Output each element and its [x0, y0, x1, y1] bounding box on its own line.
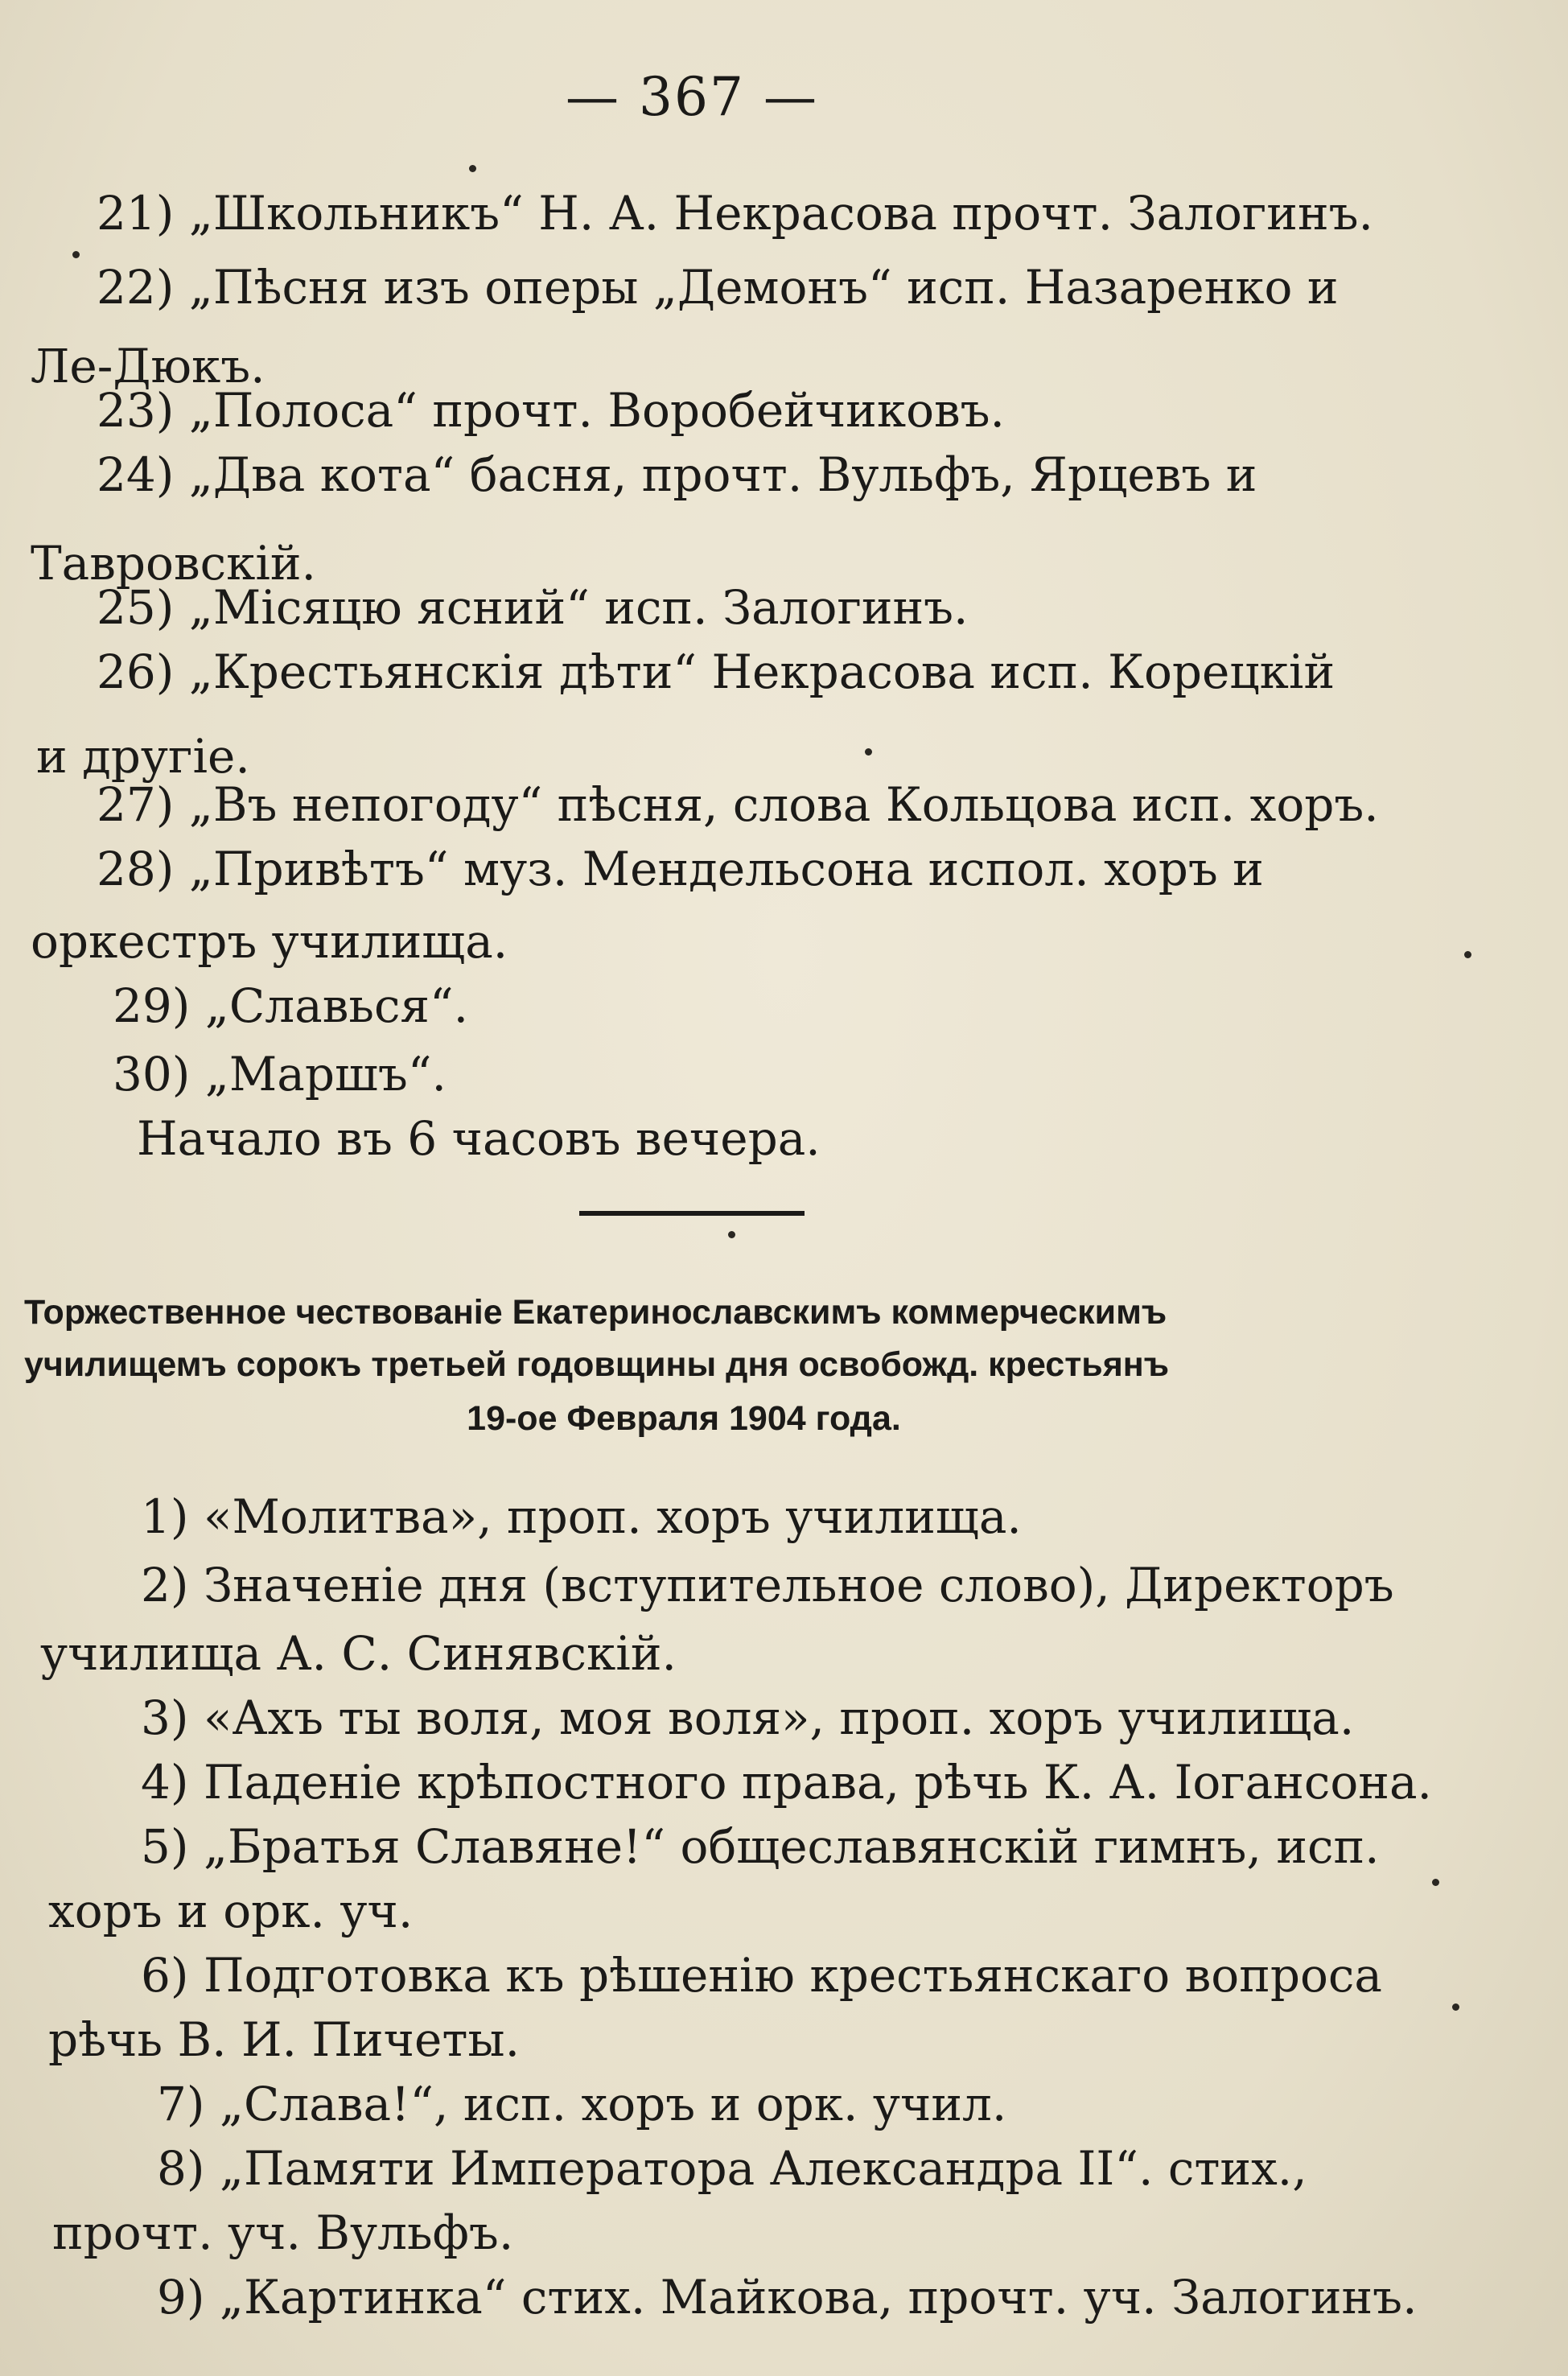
program-line: 30) „Маршъ“. — [113, 1047, 447, 1102]
program-line: 28) „Привѣтъ“ муз. Мендельсона испол. хоръ и — [97, 842, 1264, 896]
program-line-continuation: рѣчь В. И. Пичеты. — [48, 2012, 521, 2067]
program-line: 2) Значеніе дня (вступительное слово), Директоръ — [141, 1558, 1394, 1612]
paper-speck — [1452, 2003, 1459, 2011]
program-footer: Начало въ 6 часовъ вечера. — [137, 1111, 821, 1166]
program-line: 3) «Ахъ ты воля, моя воля», проп. хоръ училища. — [141, 1690, 1355, 1745]
program-line: 9) „Картинка“ стих. Майкова, прочт. уч. Залогинъ. — [157, 2270, 1418, 2325]
paper-speck — [469, 165, 476, 172]
paper-speck — [1464, 951, 1471, 958]
program-line-continuation: и другіе. — [36, 729, 250, 784]
program-line: 22) „Пѣсня изъ оперы „Демонъ“ исп. Назаренко и — [97, 260, 1339, 315]
paper-speck — [72, 251, 80, 258]
program-line-continuation: Ле-Дюкъ. — [31, 339, 265, 393]
section-heading-line: Торжественное чествованіе Екатеринославскимъ коммерческимъ — [24, 1293, 1167, 1332]
page-number: — 367 — — [566, 66, 818, 128]
paper-speck — [865, 748, 872, 756]
program-line: 6) Подготовка къ рѣшенію крестьянскаго вопроса — [141, 1948, 1382, 2003]
program-line: 27) „Въ непогоду“ пѣсня, слова Кольцова исп. хоръ. — [97, 777, 1379, 832]
program-line: 26) „Крестьянскія дѣти“ Некрасова исп. Корецкій — [97, 644, 1335, 699]
section-heading-line: 19-ое Февраля 1904 года. — [467, 1399, 901, 1438]
program-line-continuation: прочт. уч. Вульфъ. — [52, 2205, 514, 2260]
program-line: 4) Паденіе крѣпостного права, рѣчь К. А. Іогансона. — [141, 1755, 1432, 1810]
program-line: 8) „Памяти Императора Александра II“. стих., — [157, 2141, 1307, 2196]
program-line: 23) „Полоса“ прочт. Воробейчиковъ. — [97, 383, 1005, 438]
program-line: 5) „Братья Славяне!“ общеславянскій гимнъ, исп. — [141, 1819, 1380, 1874]
program-line: 24) „Два кота“ басня, прочт. Вульфъ, Ярцевъ и — [97, 447, 1257, 502]
program-line-continuation: Тавровскій. — [31, 536, 316, 591]
program-line-continuation: оркестръ училища. — [31, 914, 508, 969]
paper-speck — [728, 1231, 735, 1238]
program-line: 29) „Славься“. — [113, 978, 469, 1033]
program-line: 7) „Слава!“, исп. хоръ и орк. учил. — [157, 2077, 1007, 2131]
program-line: 25) „Місяцю ясний“ исп. Залогинъ. — [97, 580, 969, 635]
paper-speck — [1432, 1879, 1439, 1886]
program-line: 1) «Молитва», проп. хоръ училища. — [141, 1489, 1022, 1544]
section-divider — [579, 1211, 805, 1216]
program-line: 21) „Школьникъ“ Н. А. Некрасова прочт. Залогинъ. — [97, 186, 1373, 241]
program-line-continuation: училища А. С. Синявскій. — [40, 1626, 677, 1681]
program-line-continuation: хоръ и орк. уч. — [48, 1884, 414, 1938]
section-heading-line: училищемъ сорокъ третьей годовщины дня освобожд. крестьянъ — [24, 1345, 1170, 1384]
